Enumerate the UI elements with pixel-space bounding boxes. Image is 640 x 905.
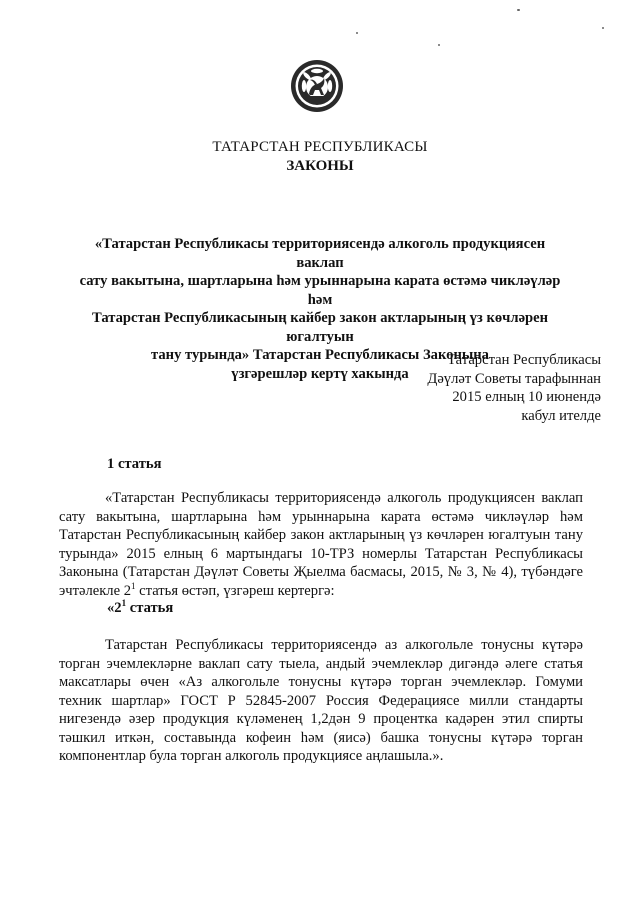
scan-speck	[517, 9, 520, 11]
title-line: «Татарстан Республикасы территориясендә алкоголь продукциясен ваклап	[94, 236, 546, 271]
adoption-line: 2015 елның 10 июнендә	[452, 389, 601, 405]
adoption-line: Дәүләт Советы тарафыннан	[427, 370, 601, 387]
title-line: сату вакытына, шартларына һәм урыннарына карата өстәмә чикләүләр һәм	[79, 273, 561, 308]
law-label: ЗАКОНЫ	[286, 158, 354, 174]
article-1-text-part1: «Татарстан Республикасы территориясендә алкоголь продукциясен ваклап сату вакытына, шартларына һәм урыннарына карата өстәмә чикләүләр һәм Татарстан Республикасының кайбер закон актларының үз көчләрен югалтуын тану турында» 2015 елның 6 мартындагы 10-ТРЗ номерлы Татарстан Республикасы Законына (Татарстан Дәүләт Советы Җыелма басмасы, 2015, № 3, № 4), түбәндәге эчтәлекле 2	[59, 490, 583, 599]
republic-name: ТАТАРСТАН РЕСПУБЛИКАСЫ	[212, 139, 428, 155]
scan-speck	[438, 44, 440, 46]
article-1-heading: 1 статья	[107, 456, 162, 472]
article-2-1-text: Татарстан Республикасы территориясендә аз алкогольле тонусны күтәрә торган эчемлекләрне ваклап сату тыела, андый эчемлекләр дигәндә әлеге статья максатлары өчен «Аз алкогольле тонусны күтәрә торган эчемлекләр. Гомуми техник шартлар» ГОСТ Р 52845-2007 Россия Федерациясе милли стандарты нигезендә әзер продукция күләменең 1,2дән 9 процентка кадәрен этил спирты тәшкил иткән, составында кофеин һәм (яисә) башка тонусны күтәрә торган компонентлар була торган алкоголь продукциясе аңлашыла.».	[59, 637, 583, 764]
adoption-line: Татарстан Республикасы	[447, 352, 601, 368]
article-1-superscript: 1	[131, 580, 136, 591]
article-1-text	[59, 489, 583, 600]
title-line: үзгәрешләр кертү хакында	[231, 365, 409, 382]
article-1-text-part2: статья өстәп, үзгәреш кертергә:	[135, 582, 335, 599]
title-line: Татарстан Республикасының кайбер закон актларының үз көчләрен югалтуын	[91, 310, 549, 345]
scan-speck	[356, 32, 358, 34]
scan-speck	[602, 27, 604, 29]
tatarstan-coat-of-arms-icon	[290, 59, 344, 113]
article-2-1-heading-superscript: 1	[121, 598, 127, 609]
article-2-1-heading-suffix: статья	[126, 600, 174, 616]
title-line: тану турында» Татарстан Республикасы Законына	[151, 347, 489, 363]
article-2-1-heading	[107, 600, 173, 617]
adoption-block	[427, 351, 601, 425]
adoption-line: кабул ителде	[521, 407, 601, 424]
article-2-1-heading-prefix: «2	[107, 600, 122, 616]
